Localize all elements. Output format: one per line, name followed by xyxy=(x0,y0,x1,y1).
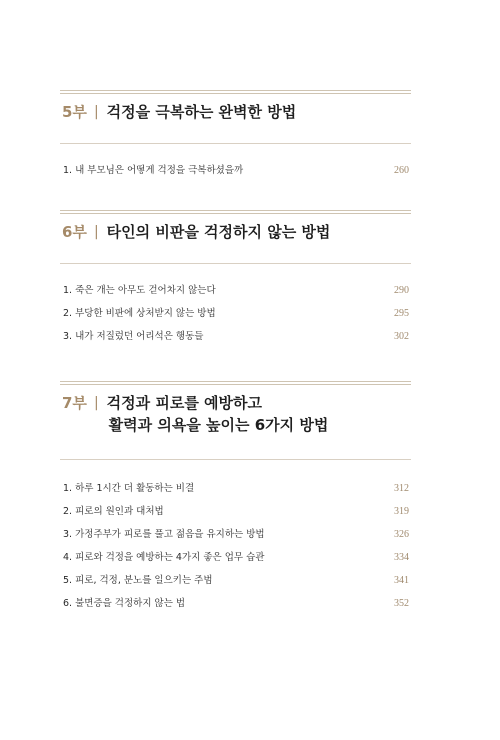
part-header xyxy=(60,101,411,135)
part-number: 7부 xyxy=(62,394,87,412)
header-rule xyxy=(60,263,411,264)
chapter-page: 295 xyxy=(394,308,409,319)
chapter-page: 341 xyxy=(394,575,409,586)
chapter-item[interactable] xyxy=(60,330,411,353)
part-divider xyxy=(60,381,411,385)
part-separator: | xyxy=(93,395,99,411)
part-header xyxy=(60,221,411,255)
chapter-item[interactable] xyxy=(60,597,411,620)
chapter-item[interactable] xyxy=(60,482,411,505)
chapter-title: 3. 내가 저질렀던 어리석은 행동들 xyxy=(63,331,204,342)
chapter-title: 5. 피로, 걱정, 분노를 일으키는 주범 xyxy=(63,575,213,586)
chapter-page: 302 xyxy=(394,331,409,342)
part-title: 걱정을 극복하는 완벽한 방법 xyxy=(106,103,297,121)
chapter-list xyxy=(60,482,411,620)
chapter-page: 260 xyxy=(394,165,409,176)
header-rule xyxy=(60,459,411,460)
chapter-page: 290 xyxy=(394,285,409,296)
chapter-page: 312 xyxy=(394,483,409,494)
chapter-item[interactable] xyxy=(60,528,411,551)
chapter-item[interactable] xyxy=(60,574,411,597)
chapter-item[interactable] xyxy=(60,307,411,330)
chapter-page: 352 xyxy=(394,598,409,609)
part-7-section xyxy=(60,381,411,620)
chapter-item[interactable] xyxy=(60,505,411,528)
part-number: 6부 xyxy=(62,223,87,241)
chapter-item[interactable] xyxy=(60,284,411,307)
part-6-section xyxy=(60,210,411,353)
chapter-page: 319 xyxy=(394,506,409,517)
chapter-title: 3. 가정주부가 피로를 풀고 젊음을 유지하는 방법 xyxy=(63,529,265,540)
part-divider xyxy=(60,90,411,94)
chapter-title: 1. 하루 1시간 더 활동하는 비결 xyxy=(63,483,195,494)
part-divider xyxy=(60,210,411,214)
chapter-title: 4. 피로와 걱정을 예방하는 4가지 좋은 업무 습관 xyxy=(63,552,265,563)
chapter-title: 1. 내 부모님은 어떻게 걱정을 극복하셨을까 xyxy=(63,165,244,176)
chapter-title: 6. 불면증을 걱정하지 않는 법 xyxy=(63,598,186,609)
part-separator: | xyxy=(93,224,99,240)
header-rule xyxy=(60,143,411,144)
chapter-title: 2. 부당한 비판에 상처받지 않는 방법 xyxy=(63,308,216,319)
part-separator: | xyxy=(93,104,99,120)
chapter-title: 1. 죽은 개는 아무도 걷어차지 않는다 xyxy=(63,285,216,296)
chapter-item[interactable] xyxy=(60,551,411,574)
chapter-list xyxy=(60,284,411,353)
part-5-section xyxy=(60,90,411,187)
chapter-title: 2. 피로의 원인과 대처법 xyxy=(63,506,164,517)
chapter-list xyxy=(60,164,411,187)
chapter-item[interactable] xyxy=(60,164,411,187)
chapter-page: 326 xyxy=(394,529,409,540)
part-title xyxy=(107,392,329,436)
part-title-line: 활력과 의욕을 높이는 6가지 방법 xyxy=(108,416,329,434)
part-header xyxy=(60,392,411,450)
part-number: 5부 xyxy=(62,103,87,121)
part-title-line: 걱정과 피로를 예방하고 xyxy=(106,394,263,412)
chapter-page: 334 xyxy=(394,552,409,563)
part-title: 타인의 비판을 걱정하지 않는 방법 xyxy=(106,223,331,241)
